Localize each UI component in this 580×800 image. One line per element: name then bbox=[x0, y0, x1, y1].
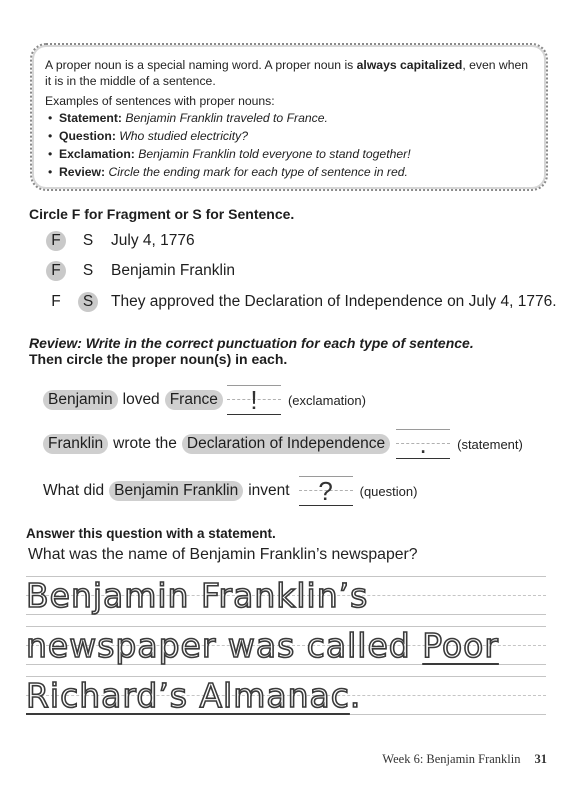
review-sentence bbox=[43, 385, 366, 415]
examples-heading: Examples of sentences with proper nouns: bbox=[45, 94, 275, 108]
punctuation-mark: . bbox=[419, 429, 427, 459]
punctuation-blank[interactable] bbox=[227, 385, 281, 415]
sentence-word: invent bbox=[248, 482, 290, 499]
fs-item-text: July 4, 1776 bbox=[111, 232, 195, 249]
proper-noun-circled[interactable]: Franklin bbox=[43, 434, 108, 454]
handwriting-line[interactable] bbox=[26, 676, 546, 720]
proper-noun-circled[interactable]: Declaration of Independence bbox=[182, 434, 390, 454]
letter-f-circled[interactable]: F bbox=[46, 231, 66, 251]
proper-noun-circled[interactable]: Benjamin bbox=[43, 390, 118, 410]
answer-heading: Answer this question with a statement. bbox=[26, 526, 276, 541]
sentence-word: What did bbox=[43, 482, 105, 499]
review-heading: Review: Write in the correct punctuation for each type of sentence. bbox=[29, 335, 474, 351]
question-text: What was the name of Benjamin Franklin’s newspaper? bbox=[28, 546, 418, 563]
handwritten-answer: Richard’s Almanac. bbox=[26, 676, 362, 715]
page-number: 31 bbox=[534, 752, 547, 766]
example-item: • Question: Who studied electricity? bbox=[45, 128, 534, 144]
example-item: • Review: Circle the ending mark for each type of sentence in red. bbox=[45, 164, 534, 180]
footer-title: Week 6: Benjamin Franklin bbox=[382, 752, 521, 766]
sentence-type: (statement) bbox=[457, 436, 523, 452]
proper-noun-circled[interactable]: France bbox=[165, 390, 223, 410]
page-footer bbox=[382, 752, 547, 767]
punctuation-blank[interactable] bbox=[299, 476, 353, 506]
review-heading-line2: Then circle the proper noun(s) in each. bbox=[29, 351, 288, 367]
letter-s[interactable]: S bbox=[82, 232, 94, 249]
fs-row bbox=[46, 291, 557, 313]
punctuation-blank[interactable] bbox=[396, 429, 450, 459]
sentence-word: loved bbox=[122, 391, 160, 408]
review-sentence bbox=[43, 429, 523, 459]
punctuation-mark: ? bbox=[318, 476, 333, 506]
handwritten-answer: Benjamin Franklin’s bbox=[26, 576, 369, 615]
handwriting-line[interactable] bbox=[26, 576, 546, 620]
rule-intro: A proper noun is a special naming word. A proper noun is always capitalized, even when it is in the middle of a sentence. bbox=[45, 58, 529, 88]
example-item: • Statement: Benjamin Franklin traveled to France. bbox=[45, 110, 534, 126]
fs-item-text: They approved the Declaration of Independence on July 4, 1776. bbox=[111, 293, 557, 310]
example-item: • Exclamation: Benjamin Franklin told everyone to stand together! bbox=[45, 146, 534, 162]
sentence-type: (question) bbox=[359, 483, 418, 499]
proper-noun-circled[interactable]: Benjamin Franklin bbox=[109, 481, 243, 501]
letter-s-circled[interactable]: S bbox=[78, 292, 98, 312]
fs-row bbox=[46, 230, 195, 252]
fragment-heading: Circle F for Fragment or S for Sentence. bbox=[29, 206, 295, 222]
letter-s[interactable]: S bbox=[82, 262, 94, 279]
handwritten-answer: newspaper was called Poor bbox=[26, 626, 499, 665]
fs-row bbox=[46, 260, 235, 282]
handwriting-line[interactable] bbox=[26, 626, 546, 670]
rule-box bbox=[30, 43, 548, 191]
review-sentence bbox=[43, 476, 418, 506]
sentence-type: (exclamation) bbox=[287, 392, 366, 408]
letter-f[interactable]: F bbox=[51, 293, 61, 310]
fs-item-text: Benjamin Franklin bbox=[111, 262, 236, 279]
punctuation-mark: ! bbox=[250, 385, 258, 415]
letter-f-circled[interactable]: F bbox=[46, 261, 66, 281]
examples-list bbox=[45, 110, 534, 180]
sentence-word: wrote the bbox=[113, 435, 177, 452]
